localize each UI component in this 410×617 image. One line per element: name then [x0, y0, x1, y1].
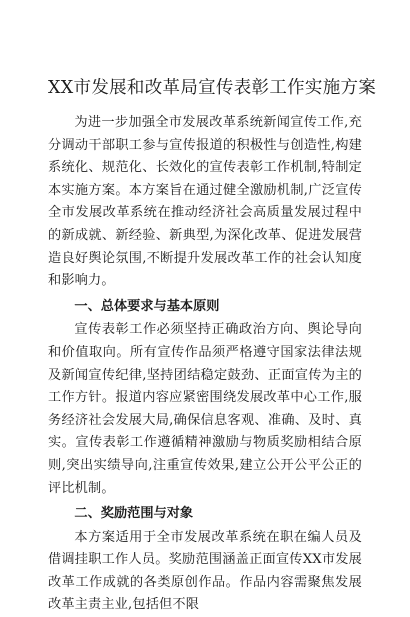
section-paragraph-award-scope: 本方案适用于全市发展改革系统在职在编人员及借调挂职工作人员。奖励范围涵盖正面宣传XX市发展改革工作成就的各类原创作品。作品内容需聚焦发展改革主责主业,包括但不限: [48, 529, 362, 613]
section-heading-general-requirements: 一、总体要求与基本原则: [74, 298, 220, 314]
document-title: XX市发展和改革局宣传表彰工作实施方案: [48, 78, 377, 98]
section-paragraph-general-requirements: 宣传表彰工作必须坚持正确政治方向、舆论导向和价值取向。所有宣传作品须严格遵守国家法律法规及新闻宣传纪律,坚持团结稳定鼓劲、正面宣传为主的工作方针。报道内容应紧密围绕发展改革中心工作,服务经济社会发展大局,确保信息客观、准确、及时、真实。宣传表彰工作遵循精神激励与物质奖励相结合原则,突出实绩导向,注重宣传效果,建立公开公平公正的评比机制。: [48, 322, 362, 496]
section-heading-award-scope: 二、奖励范围与对象: [74, 506, 194, 522]
intro-paragraph: 为进一步加强全市发展改革系统新闻宣传工作,充分调动干部职工参与宣传报道的积极性与创造性,构建系统化、规范化、长效化的宣传表彰工作机制,特制定本实施方案。本方案旨在通过健全激励机制,广泛宣传全市发展改革系统在推动经济社会高质量发展过程中的新成就、新经验、新典型,为深化改革、促进发展营造良好舆论氛围,不断提升发展改革工作的社会认知度和影响力。: [48, 115, 362, 289]
